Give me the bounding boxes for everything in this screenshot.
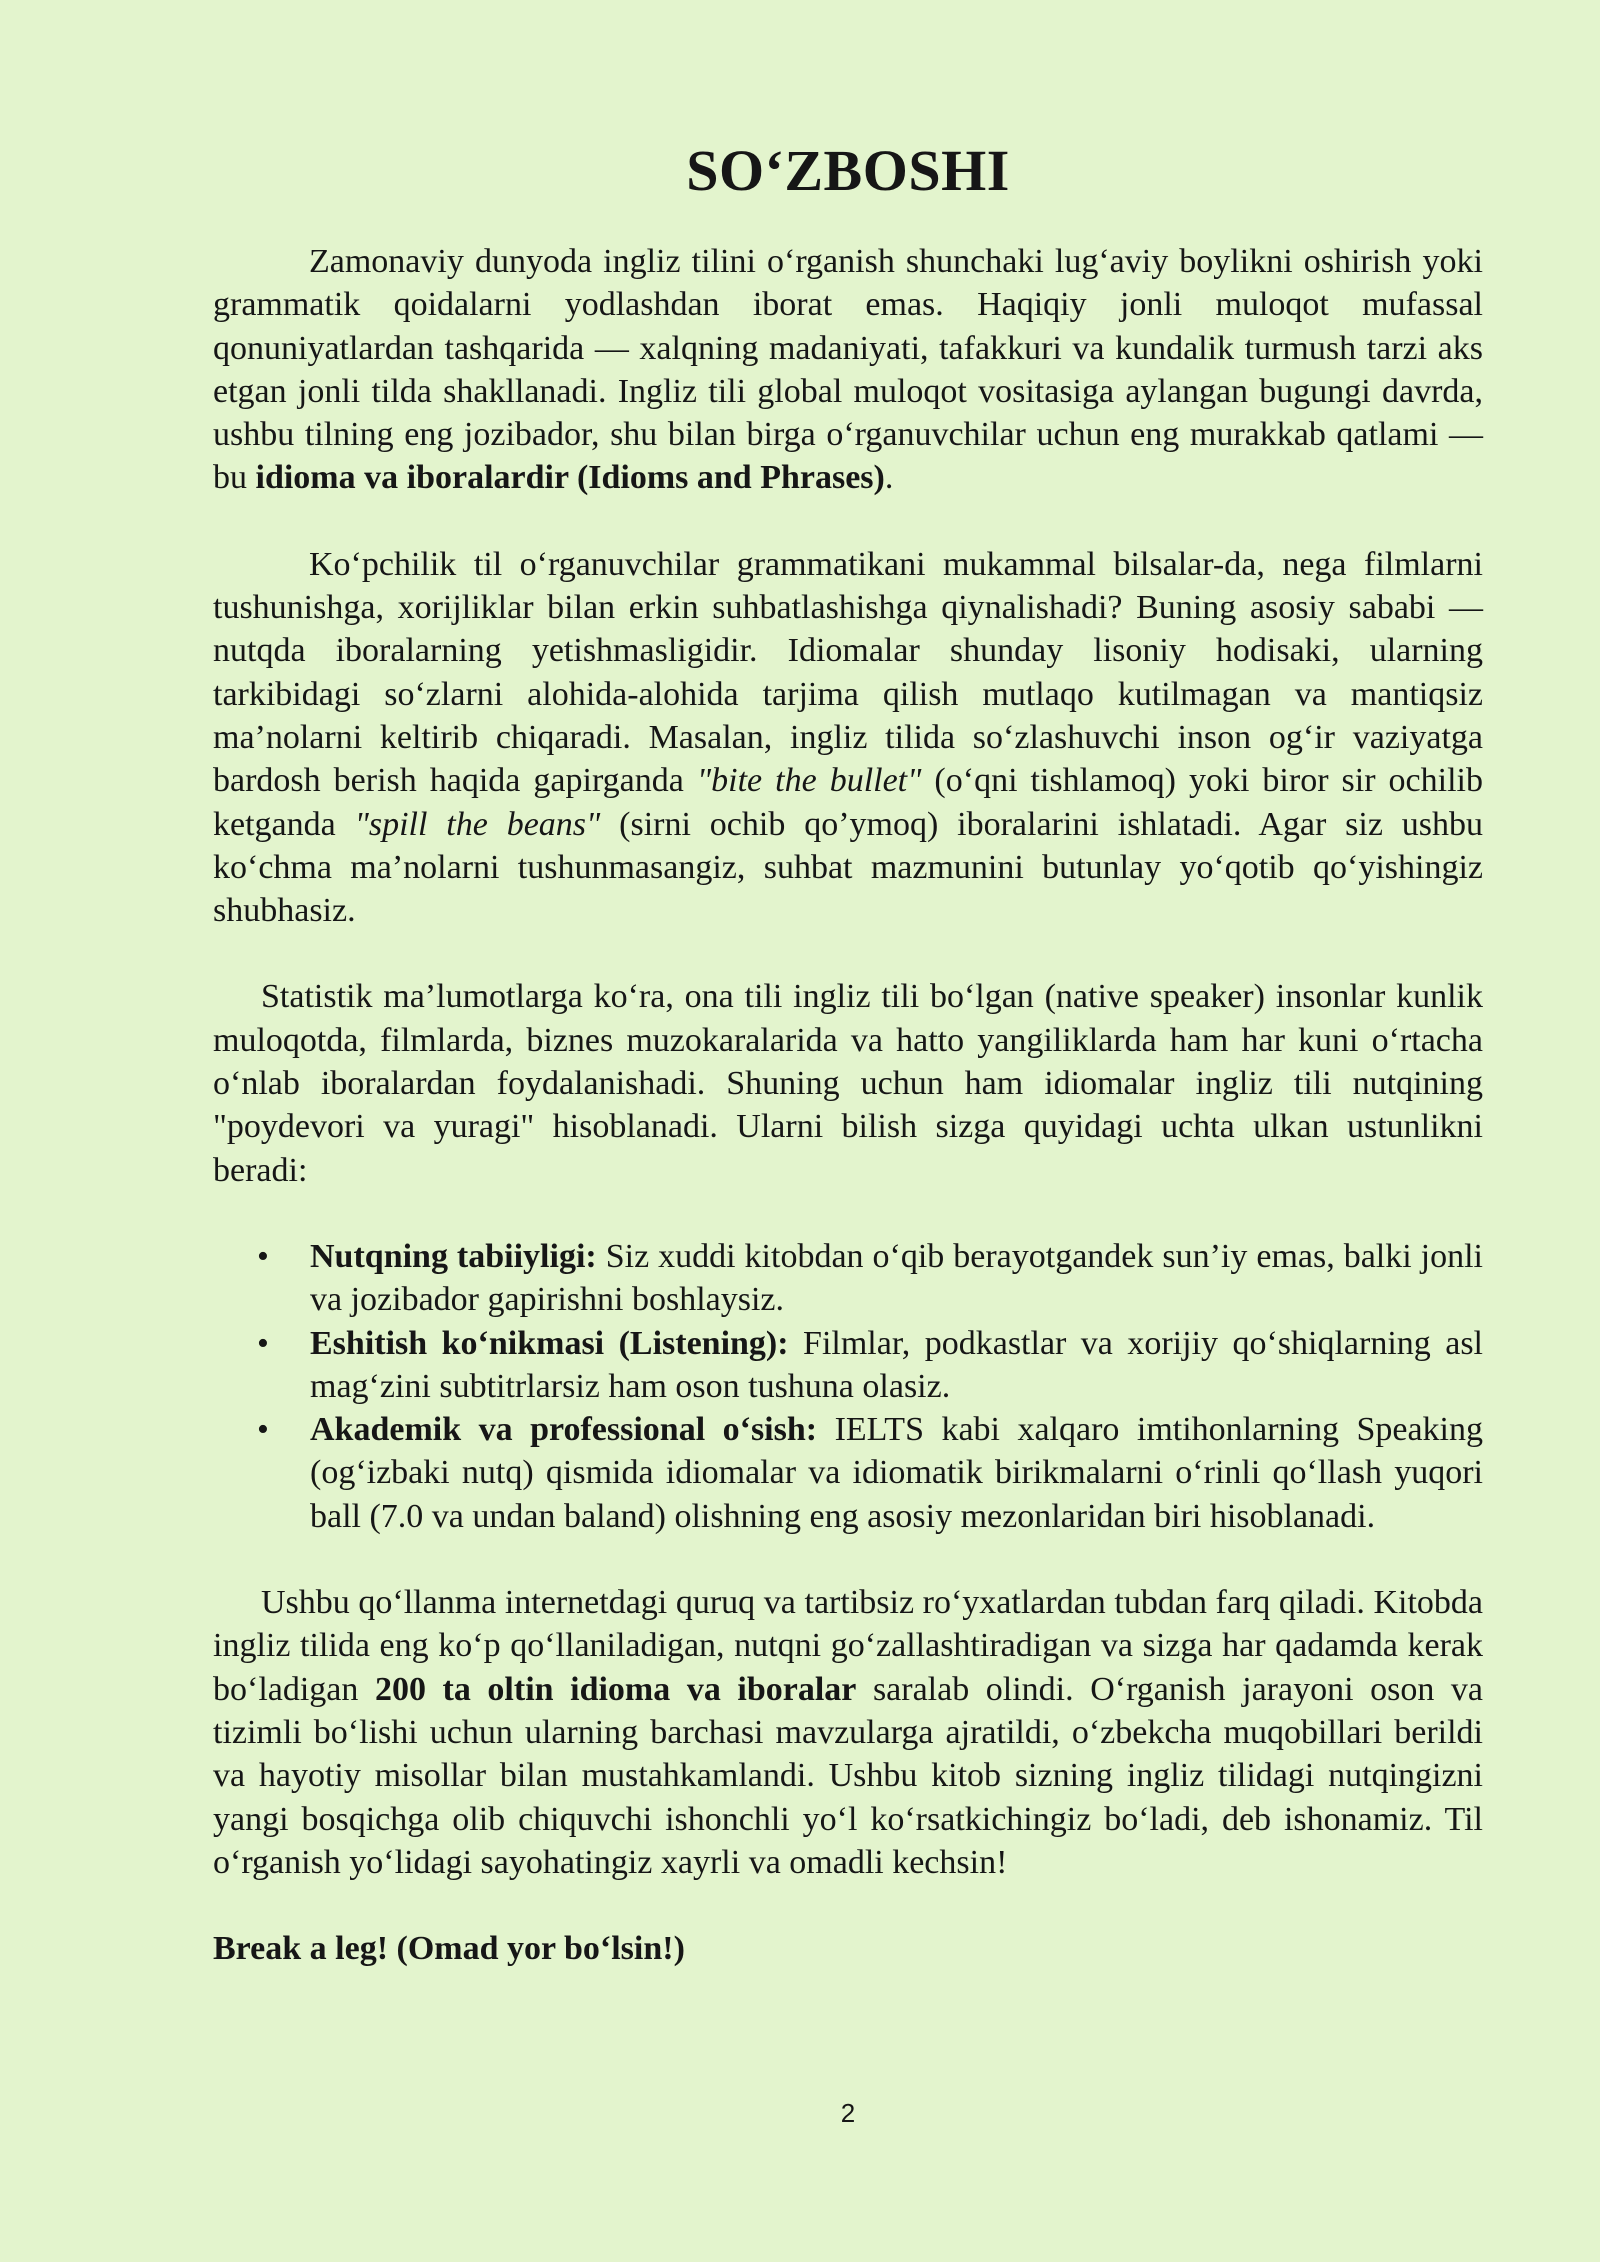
paragraph-statistics: Statistik ma’lumotlarga ko‘ra, ona tili ingliz tili bo‘lgan (native speaker) insonlar kunlik muloqotda, filmlarda, biznes muzokaralarida va hatto yangiliklarda ham har kuni o‘rtacha o‘nlab iboralardan foydalanishadi. Shuning uchun ham idiomalar ingliz tili nutqining "poydevori va yuragi" hisoblanadi. Ularni bilish sizga quyidagi uchta ulkan ustunlikni beradi: — [213, 978, 1483, 1189]
document-page — [213, 0, 1483, 2262]
advantages-list — [213, 1235, 1483, 1538]
bullet-marker: • — [257, 1411, 269, 1449]
paragraph-idioms-part3: (sirni ochib qo’ymoq) iboralarini ishlatadi. Agar siz ushbu ko‘chma ma’nolarni tushunmasangiz, suhbat mazmunini butunlay yo‘qotib qo‘yishingiz shubhasiz. — [213, 805, 1484, 930]
body-text — [213, 240, 1483, 1970]
idiom-example-bite-the-bullet: "bite the bullet" — [696, 762, 922, 800]
page-title: SO‘ZBOSHI — [686, 138, 1010, 203]
list-item — [257, 1408, 1483, 1538]
paragraph-idioms-part2: (o‘qni tishlamoq) yoki biror sir ochilib ketganda — [213, 762, 1483, 843]
paragraph-book-part2: saralab olindi. O‘rganish jarayoni oson va tizimli bo‘lishi uchun ularning barchasi mavzularga ajratildi, o‘zbekcha muqobillari berildi va hayotiy misollar bilan mustahkamlandi. Ushbu kitob sizning ingliz tilidagi nutqingizni yangi bosqichga olib chiquvchi ishonchli yo‘l ko‘rsatkichingiz bo‘ladi, deb ishonamiz. Til o‘rganish yo‘lidagi sayohatingiz xayrli va omadli kechsin! — [213, 1670, 1483, 1881]
bullet-marker: • — [257, 1324, 269, 1362]
list-item-text: IELTS kabi xalqaro imtihonlarning Speaking (og‘izbaki nutq) qismida idiomalar va idiomatik birikmalarni o‘rinli qo‘llash yuqori ball (7.0 va undan baland) olishning eng asosiy mezonlaridan biri hisoblanadi. — [310, 1411, 1483, 1535]
paragraph-intro-end: . — [884, 459, 894, 497]
paragraph-book-bold: 200 ta oltin idioma va iboralar — [374, 1670, 857, 1708]
paragraph-intro-text: Zamonaviy dunyoda ingliz tilini o‘rganish shunchaki lug‘aviy boylikni oshirish yoki grammatik qoidalarni yodlashdan iborat emas. Haqiqiy jonli muloqot mufassal qonuniyatlardan tashqarida — xalqning madaniyati, tafakkuri va kundalik turmush tarzi aks etgan jonli tilda shakllanadi. Ingliz tili global muloqot vositasiga aylangan bugungi davrda, ushbu tilning eng jozibador, shu bilan birga o‘rganuvchilar uchun eng murakkab qatlami — bu — [213, 243, 1483, 497]
paragraph-idioms-examples — [213, 543, 1483, 933]
list-item-text: Filmlar, podkastlar va xorijiy qo‘shiqlarning asl mag‘zini subtitrlarsiz ham oson tushuna olasiz. — [310, 1324, 1483, 1405]
paragraph-idioms-part1: Ko‘pchilik til o‘rganuvchilar grammatikani mukammal bilsalar-da, nega filmlarni tushunishga, xorijliklar bilan erkin suhbatlashishga qiynalishadi? Buning asosiy sababi — nutqda iboralarning yetishmasligidir. Idiomalar shunday lisoniy hodisaki, ularning tarkibidagi so‘zlarni alohida-alohida tarjima qilish mutlaqo kutilmagan va mantiqsiz ma’nolarni keltirib chiqaradi. Masalan, ingliz tilida so‘zlashuvchi inson og‘ir vaziyatga bardosh berish haqida gapirganda — [213, 545, 1483, 800]
list-item-title: Eshitish ko‘nikmasi (Listening): — [310, 1324, 789, 1362]
list-item-title: Akademik va professional o‘sish: — [310, 1411, 818, 1449]
paragraph-book-description — [213, 1581, 1483, 1884]
closing-line: Break a leg! (Omad yor bo‘lsin!) — [213, 1930, 685, 1968]
list-item-title: Nutqning tabiiyligi: — [310, 1237, 597, 1275]
idiom-example-spill-the-beans: "spill the beans" — [354, 805, 601, 843]
paragraph-intro-bold: idioma va iboralardir (Idioms and Phrases) — [255, 459, 885, 497]
paragraph-intro — [213, 240, 1483, 500]
list-item — [257, 1322, 1483, 1409]
paragraph-book-part1: Ushbu qo‘llanma internetdagi quruq va tartibsiz ro‘yxatlardan tubdan farq qiladi. Kitobda ingliz tilida eng ko‘p qo‘llaniladigan, nutqni go‘zallashtiradigan va sizga har qadamda kerak bo‘ladigan — [213, 1584, 1483, 1708]
list-item-text: Siz xuddi kitobdan o‘qib berayotgandek sun’iy emas, balki jonli va jozibador gapirishni boshlaysiz. — [310, 1237, 1483, 1319]
bullet-marker: • — [257, 1237, 269, 1275]
list-item — [257, 1235, 1483, 1322]
page-number: 2 — [840, 2098, 856, 2128]
